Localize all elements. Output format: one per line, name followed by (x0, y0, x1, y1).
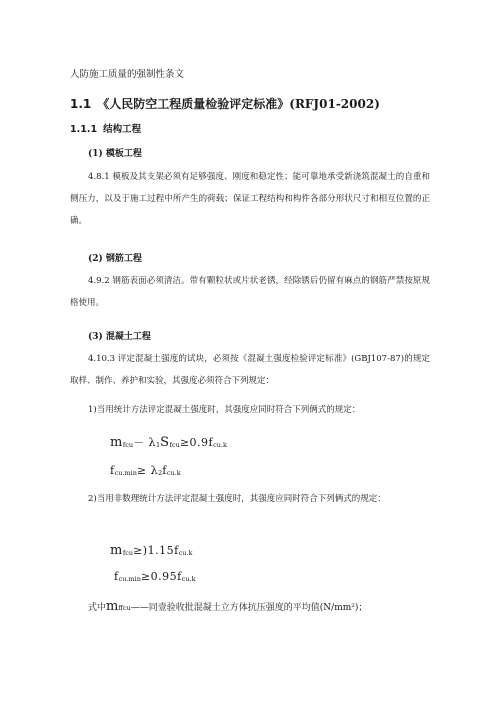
formula-mean-strength: mfcu－ λ1Sfcu≥0.9fcu.k (110, 435, 227, 450)
rebar-heading: (2) 钢筋工程 (88, 254, 142, 264)
subsection-title: 结构工程 (103, 124, 142, 135)
formula-min-strength-nonstat: fcu.min≥0.95fcu.k (114, 570, 196, 583)
non-statistical-method-clause: 2)当用非数理统计方法评定混凝土强度时，其强度应同时符合下列俩式的规定： (88, 494, 386, 504)
concrete-paragraph: 4.10.3 评定混凝土强度的试块，必须按《混凝土强度检验评定标准》(GBJ107-87)的规定取样、制作、养护和实验，其强度必须符合下列规定： (70, 354, 430, 386)
statistical-method-clause: 1)当用统计方法评定混凝土强度时，其强度应同时符合下列俩式的规定： (88, 405, 361, 415)
formula-mean-strength-nonstat: mfcu≥)1.15fcu.k (110, 543, 193, 558)
section-heading-1-1 (70, 95, 380, 112)
formwork-heading: (1) 模板工程 (88, 149, 142, 159)
concrete-heading: (3) 混凝土工程 (88, 332, 151, 342)
section-heading-1-1-1 (70, 121, 141, 135)
section-title: 《人民防空工程质量检验评定标准》(RFJ01-2002) (97, 97, 380, 111)
document-header: 人防施工质量的强制性条文 (70, 69, 185, 80)
subsection-number: 1.1.1 (70, 124, 98, 135)
variable-definition: 式中mffcu——同壹验收批混凝土立方体抗压强度的平均值(N/mm²)； (88, 599, 368, 614)
rebar-paragraph: 4.9.2 钢筋表面必须清洁。带有颗粒状或片状老锈，经除锈后仍留有麻点的钢筋严禁按原规格使用。 (70, 276, 430, 308)
formula-min-strength: fcu.min≥ λ2fcu.k (110, 464, 181, 477)
formwork-paragraph: 4.8.1 模板及其支架必须有足够强度、刚度和稳定性；能可靠地承受新浇筑混凝土的自重和侧压力，以及于施工过程中所产生的荷载；保证工程结构和构件各部分形状尺寸和相互位置的正确。 (70, 172, 430, 226)
section-number: 1.1 (70, 97, 92, 111)
